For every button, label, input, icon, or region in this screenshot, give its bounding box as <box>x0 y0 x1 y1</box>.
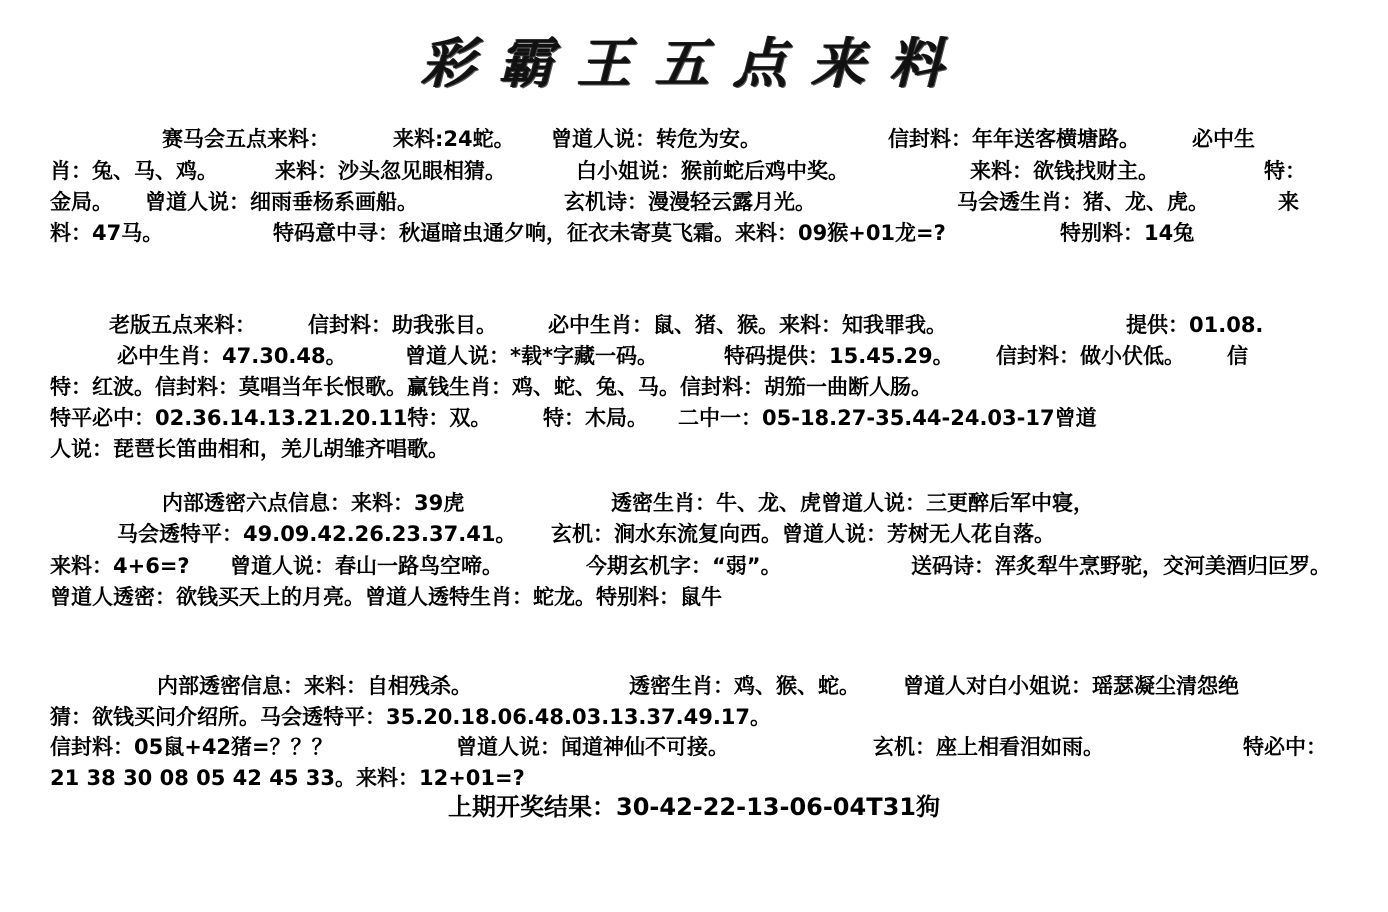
text-segment: 送码诗：浑炙犁牛烹野驼，交河美酒归叵罗。 <box>911 554 1331 578</box>
text-segment: 透密生肖：牛、龙、虎曾道人说：三更醉后军中寝， <box>611 491 1094 515</box>
text-segment: 特平必中：02.36.14.13.21.20.11特：双。 <box>50 406 492 430</box>
text-segment: 马会透生肖：猪、龙、虎。 <box>957 190 1209 214</box>
text-line <box>0 310 1388 340</box>
text-segment: 特：红波。信封料：莫唱当年长恨歌。赢钱生肖：鸡、蛇、兔、马。信封料：胡笳一曲断人肠。 <box>50 375 932 399</box>
text-segment: 信封料：做小伏低。 <box>996 344 1185 368</box>
text-segment: 金局。 <box>50 190 113 214</box>
text-segment: 猜：欲钱买问介绍所。马会透特平：35.20.18.06.48.03.13.37.49.17。 <box>50 705 772 729</box>
text-line <box>0 341 1388 371</box>
text-segment: 信 <box>1227 344 1248 368</box>
text-segment: 玄机：座上相看泪如雨。 <box>873 735 1104 759</box>
text-segment: 透密生肖：鸡、猴、蛇。 <box>629 674 860 698</box>
text-segment: 来料:24蛇。 <box>393 127 515 151</box>
text-line <box>0 434 1388 464</box>
text-segment: 来料：沙头忽见眼相猜。 <box>275 159 506 183</box>
text-segment: 信封料：年年送客横塘路。 <box>888 127 1140 151</box>
text-segment: 曾道人对白小姐说：瑶瑟凝尘清怨绝 <box>903 674 1239 698</box>
text-segment: 二中一：05-18.27-35.44-24.03-17曾道 <box>678 406 1097 430</box>
text-segment: 必中生肖：47.30.48。 <box>117 344 347 368</box>
text-segment: 特别料：14兔 <box>1060 221 1195 245</box>
text-segment: 特码意中寻：秋逼暗虫通夕响，征衣未寄莫飞霜。来料：09猴+01龙=? <box>273 221 946 245</box>
text-line <box>0 218 1388 248</box>
text-segment: 曾道人说：闻道神仙不可接。 <box>456 735 729 759</box>
text-segment: 必中生 <box>1192 127 1255 151</box>
text-segment: 玄机：涧水东流复向西。曾道人说：芳树无人花自落。 <box>551 522 1055 546</box>
text-line <box>0 732 1388 762</box>
page-title: 彩霸王五点来料 <box>421 31 967 95</box>
text-segment: 21 38 30 08 05 42 45 33。来料：12+01=? <box>50 766 525 790</box>
text-line <box>0 671 1388 701</box>
text-segment: 来 <box>1278 190 1299 214</box>
text-segment: 曾道人透密：欲钱买天上的月亮。曾道人透特生肖：蛇龙。特别料：鼠牛 <box>50 585 722 609</box>
text-line <box>0 763 1388 793</box>
text-segment: 曾道人说：春山一路鸟空啼。 <box>230 554 503 578</box>
text-segment: 料：47马。 <box>50 221 164 245</box>
text-segment: 特必中： <box>1243 735 1327 759</box>
text-segment: 马会透特平：49.09.42.26.23.37.41。 <box>117 522 517 546</box>
text-line <box>0 187 1388 217</box>
text-segment: 老版五点来料： <box>109 313 256 337</box>
text-segment: 特： <box>1264 159 1306 183</box>
text-segment: 肖：兔、马、鸡。 <box>50 159 218 183</box>
text-line <box>0 124 1388 154</box>
text-line <box>0 551 1388 581</box>
text-segment: 曾道人说：转危为安。 <box>551 127 761 151</box>
text-segment: 特：木局。 <box>543 406 648 430</box>
text-segment: 信封料：助我张目。 <box>308 313 497 337</box>
text-line <box>0 156 1388 186</box>
text-segment: 人说：琵琶长笛曲相和，羌儿胡雏齐唱歌。 <box>50 437 449 461</box>
text-segment: 内部透密信息：来料：自相残杀。 <box>157 674 472 698</box>
text-segment: 曾道人说：*载*字藏一码。 <box>405 344 658 368</box>
last-draw-result: 上期开奖结果：30-42-22-13-06-04T31狗 <box>448 793 940 821</box>
text-line <box>0 372 1388 402</box>
text-segment: 内部透密六点信息：来料：39虎 <box>162 491 465 515</box>
text-segment: 玄机诗：漫漫轻云露月光。 <box>564 190 816 214</box>
text-segment: 赛马会五点来料： <box>162 127 330 151</box>
text-segment: 曾道人说：细雨垂杨系画船。 <box>145 190 418 214</box>
text-segment: 必中生肖：鼠、猪、猴。来料：知我罪我。 <box>548 313 947 337</box>
text-line <box>0 488 1388 518</box>
text-line <box>0 582 1388 612</box>
text-segment: 提供：01.08. <box>1126 313 1264 337</box>
text-line <box>0 702 1388 732</box>
text-segment: 来料：4+6=? <box>50 554 190 578</box>
text-segment: 今期玄机字：“弱”。 <box>586 554 782 578</box>
text-line <box>0 519 1388 549</box>
text-line <box>0 403 1388 433</box>
text-segment: 信封料：05鼠+42猪=？？？ <box>50 735 333 759</box>
text-segment: 特码提供：15.45.29。 <box>724 344 954 368</box>
text-segment: 白小姐说：猴前蛇后鸡中奖。 <box>576 159 849 183</box>
text-segment: 来料：欲钱找财主。 <box>970 159 1159 183</box>
